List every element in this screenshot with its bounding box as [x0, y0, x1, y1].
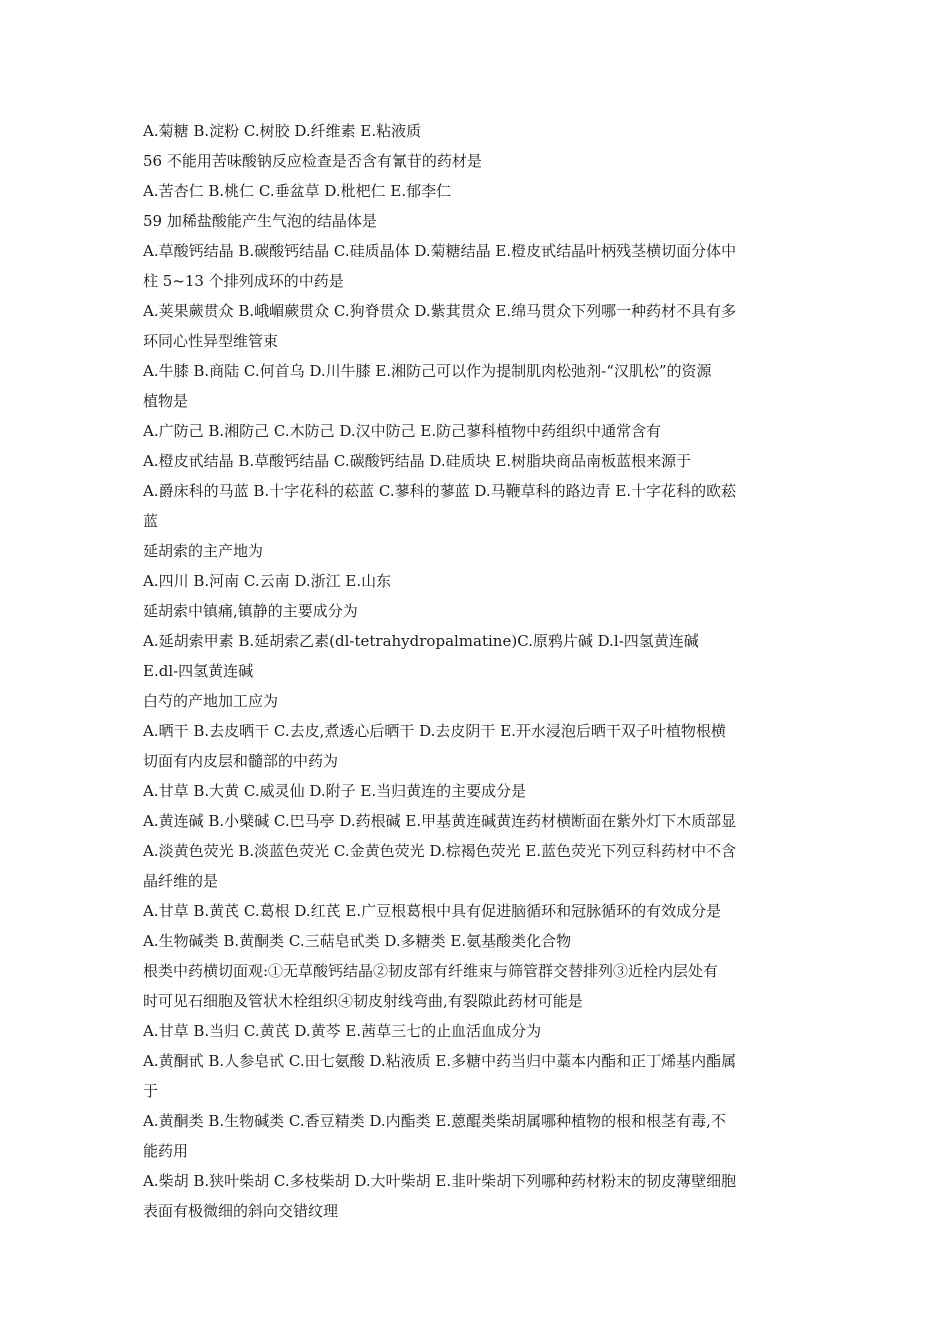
- text-line: A.四川 B.河南 C.云南 D.浙江 E.山东: [143, 572, 392, 590]
- text-line: A.广防己 B.湘防己 C.木防己 D.汉中防己 E.防己蓼科植物中药组织中通常含有: [143, 422, 662, 440]
- text-line: 延胡索的主产地为: [143, 542, 264, 560]
- text-line: 切面有内皮层和髓部的中药为: [143, 752, 339, 770]
- text-line: 59 加稀盐酸能产生气泡的结晶体是: [143, 212, 377, 230]
- text-line: 56 不能用苦味酸钠反应检查是否含有氰苷的药材是: [143, 152, 482, 170]
- text-line: A.橙皮甙结晶 B.草酸钙结晶 C.碳酸钙结晶 D.硅质块 E.树脂块商品南板蓝根来源于: [143, 452, 692, 470]
- text-line: A.晒干 B.去皮晒干 C.去皮,煮透心后晒干 D.去皮阴干 E.开水浸泡后晒干双子叶植物根横: [143, 722, 726, 740]
- text-line: A.甘草 B.当归 C.黄芪 D.黄芩 E.茜草三七的止血活血成分为: [143, 1022, 542, 1040]
- text-line: 柱 5~13 个排列成环的中药是: [143, 272, 344, 290]
- text-line: 时可见石细胞及管状木栓组织④韧皮射线弯曲,有裂隙此药材可能是: [143, 992, 583, 1010]
- text-line: A.黄酮甙 B.人参皂甙 C.田七氨酸 D.粘液质 E.多糖中药当归中藁本内酯和正丁烯基内酯属: [143, 1052, 737, 1070]
- text-line: A.淡黄色荧光 B.淡蓝色荧光 C.金黄色荧光 D.棕褐色荧光 E.蓝色荧光下列豆科药材中不含: [143, 842, 737, 860]
- text-line: 晶纤维的是: [143, 872, 219, 890]
- text-line: A.黄连碱 B.小檗碱 C.巴马亭 D.药根碱 E.甲基黄连碱黄连药材横断面在紫外灯下木质部显: [143, 812, 737, 830]
- text-line: A.牛膝 B.商陆 C.何首乌 D.川牛膝 E.湘防己可以作为提制肌肉松弛剂-“汉肌松”的资源: [143, 362, 712, 380]
- text-line: 于: [143, 1082, 159, 1100]
- text-line: A.荚果蕨贯众 B.峨嵋蕨贯众 C.狗脊贯众 D.紫萁贯众 E.绵马贯众下列哪一种药材不具有多: [143, 302, 737, 320]
- text-line: 植物是: [143, 392, 189, 410]
- text-line: 环同心性异型维管束: [143, 332, 279, 350]
- text-line: A.甘草 B.黄芪 C.葛根 D.红芪 E.广豆根葛根中具有促进脑循环和冠脉循环的有效成分是: [143, 902, 722, 920]
- text-line: A.延胡索甲素 B.延胡索乙素(dl-tetrahydropalmatine)C.原鸦片碱 D.l-四氢黄连碱: [143, 632, 699, 650]
- text-line: A.爵床科的马蓝 B.十字花科的菘蓝 C.蓼科的蓼蓝 D.马鞭草科的路边青 E.十字花科的欧菘: [143, 482, 737, 500]
- text-line: 延胡索中镇痛,镇静的主要成分为: [143, 602, 358, 620]
- text-line: A.苦杏仁 B.桃仁 C.垂盆草 D.枇杷仁 E.郁李仁: [143, 182, 452, 200]
- text-line: A.生物碱类 B.黄酮类 C.三萜皂甙类 D.多糖类 E.氨基酸类化合物: [143, 932, 572, 950]
- text-line: A.甘草 B.大黄 C.威灵仙 D.附子 E.当归黄连的主要成分是: [143, 782, 527, 800]
- document-body: [143, 116, 808, 1226]
- text-line: A.菊糖 B.淀粉 C.树胶 D.纤维素 E.粘液质: [143, 122, 422, 140]
- text-line: A.黄酮类 B.生物碱类 C.香豆精类 D.内酯类 E.蒽醌类柴胡属哪种植物的根和根茎有毒,不: [143, 1112, 726, 1130]
- text-line: 蓝: [143, 512, 159, 530]
- text-line: 能药用: [143, 1142, 189, 1160]
- text-line: A.柴胡 B.狭叶柴胡 C.多枝柴胡 D.大叶柴胡 E.韭叶柴胡下列哪种药材粉末的韧皮薄壁细胞: [143, 1172, 737, 1190]
- text-line: E.dl-四氢黄连碱: [143, 662, 254, 680]
- text-line: 根类中药横切面观:①无草酸钙结晶②韧皮部有纤维束与筛管群交替排列③近栓内层处有: [143, 962, 719, 980]
- text-line: 表面有极微细的斜向交错纹理: [143, 1202, 339, 1220]
- text-line: A.草酸钙结晶 B.碳酸钙结晶 C.硅质晶体 D.菊糖结晶 E.橙皮甙结晶叶柄残茎横切面分体中: [143, 242, 737, 260]
- text-line: 白芍的产地加工应为: [143, 692, 279, 710]
